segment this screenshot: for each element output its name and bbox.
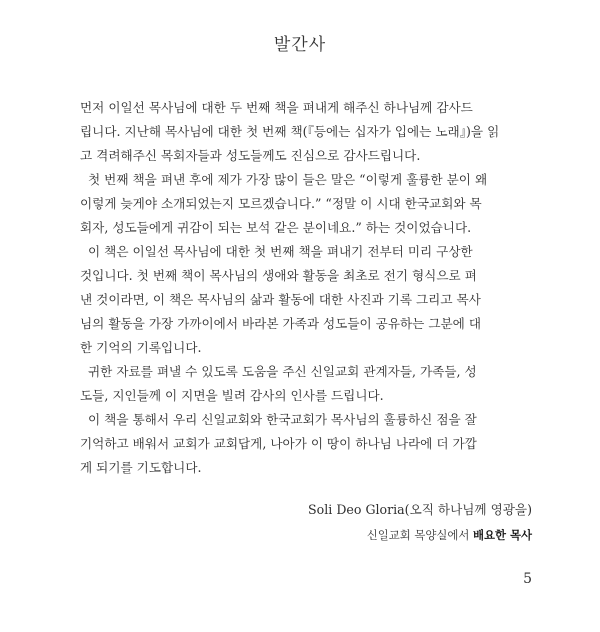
text-line: 이렇게 늦게야 소개되었는지 모르겠습니다.” “정말 이 시대 한국교회와 목 [80,196,482,211]
text-line: 립니다. 지난해 목사님에 대한 첫 번째 책(『등에는 십자가 입에는 노래』)을 읽 [80,124,500,139]
text-line: 첫 번째 책을 펴낸 후에 제가 가장 많이 들은 말은 “이렇게 훌륭한 분이 왜 [80,172,488,187]
text-line: 도들, 지인들께 이 지면을 빌려 감사의 인사를 드립니다. [80,388,384,403]
signature-place: 신일교회 목양실에서 [366,528,474,542]
text-line: 귀한 자료를 펴낼 수 있도록 도움을 주신 신일교회 관계자들, 가족들, 성 [80,364,477,379]
motto-line: Soli Deo Gloria(오직 하나님께 영광을) [308,502,532,517]
signature-author: 배요한 목사 [473,528,532,542]
text-line: 이 책은 이일선 목사님에 대한 첫 번째 책을 펴내기 전부터 미리 구상한 [80,244,473,259]
preface-body [80,96,532,480]
author-line [367,527,532,543]
text-line: 고 격려해주신 목회자들과 성도들께도 진심으로 감사드립니다. [80,148,421,163]
text-line: 낸 것이라면, 이 책은 목사님의 삶과 활동에 대한 사진과 기록 그리고 목사 [80,292,481,307]
text-line: 게 되기를 기도합니다. [80,460,202,475]
text-line: 회자, 성도들에게 귀감이 되는 보석 같은 분이네요.” 하는 것이었습니다. [80,220,472,235]
text-line: 이 책을 통해서 우리 신일교회와 한국교회가 목사님의 훌륭하신 점을 잘 [80,412,477,427]
text-line: 한 기억의 기록입니다. [80,340,202,355]
page-title: 발간사 [273,35,327,55]
text-line: 먼저 이일선 목사님에 대한 두 번째 책을 펴내게 해주신 하나님께 감사드 [80,100,473,115]
page-number: 5 [523,571,532,587]
text-line: 것입니다. 첫 번째 책이 목사님의 생애와 활동을 최초로 전기 형식으로 펴 [80,268,477,283]
text-line: 님의 활동을 가장 가까이에서 바라본 가족과 성도들이 공유하는 그분에 대 [80,316,481,331]
text-line: 기억하고 배워서 교회가 교회답게, 나아가 이 땅이 하나님 나라에 더 가깝 [80,436,477,451]
